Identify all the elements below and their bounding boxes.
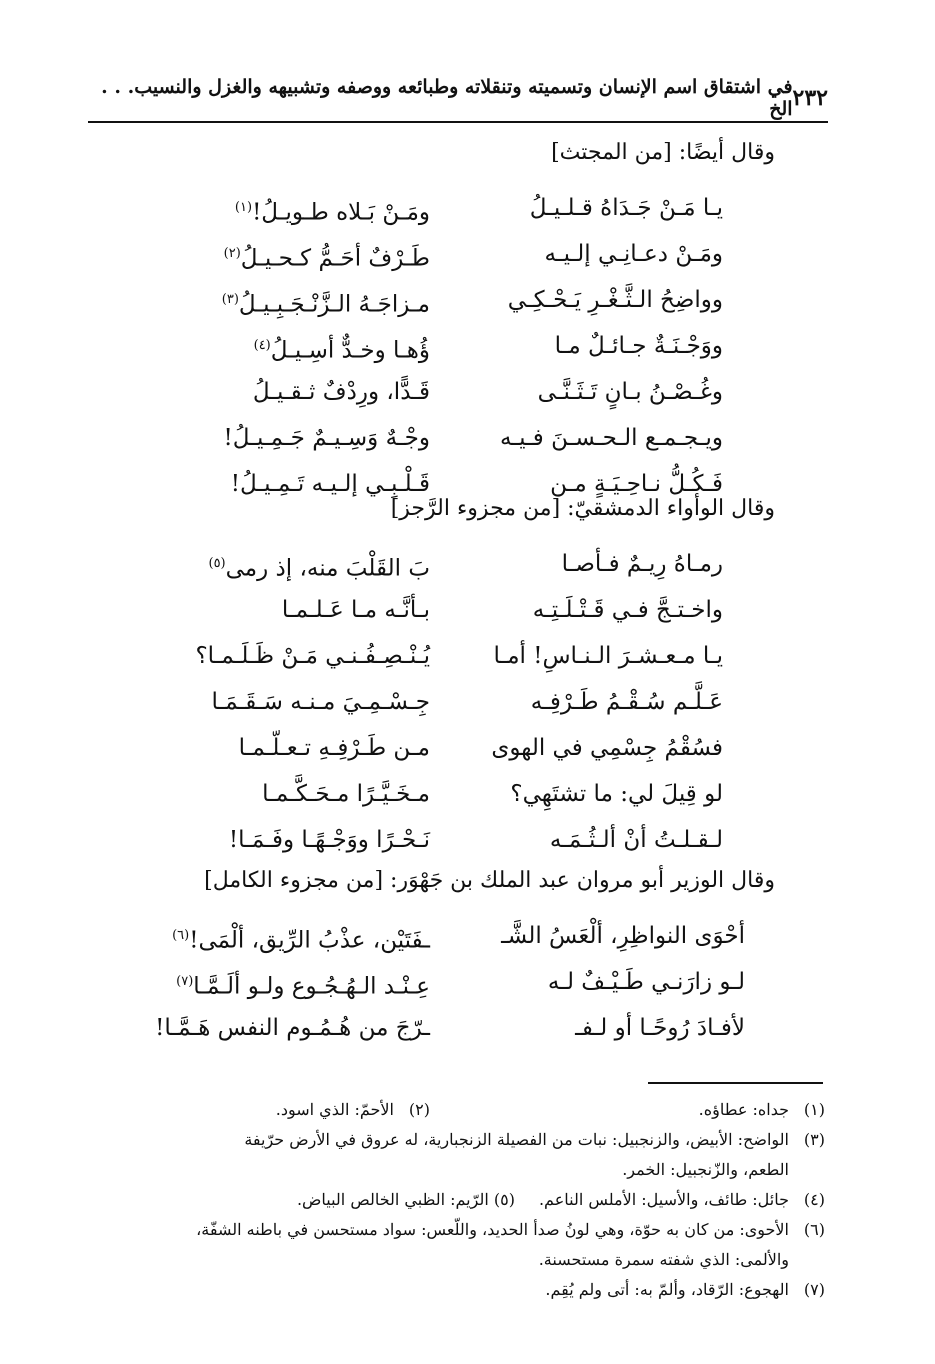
poem-intro-3: وقال الوزير أبو مروان عبد الملك بن جَهْوَر: [من مجزوء الكامل]: [204, 868, 775, 893]
poem-1: [0, 185, 935, 507]
hemistich-first: أحْوَى النواظِرِ، ألْعَسُ الشَّـ: [501, 923, 745, 949]
header-rule: [88, 121, 828, 123]
verse: [0, 369, 935, 415]
poem-intro-1: وقال أيضًا: [من المجتث]: [551, 140, 775, 165]
footnote-marker: (١): [234, 200, 253, 215]
poem-2: [0, 541, 935, 863]
page-number: ٢٣٢: [792, 85, 828, 111]
footnote-inline: (٢)الأحمّ: الذي اسود.: [275, 1100, 430, 1119]
footnote-rule: [648, 1082, 823, 1084]
hemistich-first: وواضِحُ الـثَّـغْـرِ يَـحْـكِـي: [507, 287, 723, 313]
footnote-number: (٤): [803, 1190, 825, 1209]
hemistich-second: عِـنْـد الـهُـجُـوع ولـو ألَـمَّـا$^{(٧)}$: [176, 973, 430, 1000]
footnote-marker: (٣): [221, 292, 239, 307]
verse: [0, 913, 935, 959]
hemistich-second: يُـنْـصِـفُـنـي مَـنْ ظَـلَـمـا؟: [195, 643, 430, 669]
verse: [0, 185, 935, 231]
verse: [0, 587, 935, 633]
hemistich-second: طَـرْفٌ أحَـمُّ كـحـيـلُ$^{(٢)}$: [223, 245, 430, 272]
hemistich-second: مـن طَـرْفِـهِ تـعـلّـمـا: [238, 735, 430, 761]
hemistich-first: ومَـنْ دعـانِـي إلـيـه: [544, 241, 723, 267]
hemistich-second: نَـحْـرًا ووَجْـهًـا وفَـمَـا!: [228, 827, 430, 853]
page-header: [88, 76, 828, 120]
footnote-row: [80, 1215, 825, 1245]
hemistich-first: واخـتـجَّ فـي قَـتْـلَـتِـه: [532, 597, 723, 623]
verse: [0, 817, 935, 863]
hemistich-first: لـقـلـتُ أنْ ألـثُـمَـه: [549, 827, 723, 853]
hemistich-first: عَـلَّـم سُـقْـمُ طَـرْفِـه: [530, 689, 723, 715]
verse: [0, 679, 935, 725]
footnote-number: (١): [803, 1100, 825, 1119]
footnote-continuation: الطعم، والزّنجبيل: الخمر.: [622, 1160, 789, 1179]
footnote-number: (٧): [803, 1280, 825, 1299]
hemistich-second: ؤُهـا وخـدٌّ أسِـيـلُ$^{(٤)}$: [253, 337, 430, 364]
verse: [0, 277, 935, 323]
footnote-marker: (٥): [208, 556, 226, 571]
footnote-row: [80, 1125, 825, 1155]
hemistich-first: لو قِيلَ لي: ما تشتَهِي؟: [510, 781, 723, 807]
footnote-marker: (٢): [223, 246, 241, 261]
hemistich-second: وجْـهٌ وَسِـيـمٌ جَـمِـيـلُ!: [223, 425, 430, 451]
hemistich-first: رمـاهُ رِيـمٌ فـأصـا: [561, 551, 723, 577]
footnote-number: (٣): [803, 1130, 825, 1149]
footnote-row: [80, 1095, 825, 1125]
verse: [0, 725, 935, 771]
footnotes: [80, 1095, 825, 1305]
footnote-text: جائل: طائف، والأسيل: الأملس الناعم.: [538, 1190, 789, 1209]
verse: [0, 959, 935, 1005]
verse: [0, 633, 935, 679]
hemistich-second: مـزاجَـهُ الـزَّنْـجَـبِـيـلُ$^{(٣)}$: [221, 291, 430, 318]
hemistich-second: قَـلْـبِـي إلـيـه تَـمِـيـلُ!: [230, 471, 430, 497]
verse: [0, 415, 935, 461]
hemistich-second: ـفَتَيْن، عذْبُ الرِّيق، ألْمَى!$^{(٦)}$: [172, 927, 430, 954]
hemistich-first: ووَجْـنَـةٌ جـائـلٌ مـا: [554, 333, 723, 359]
verse: [0, 1005, 935, 1051]
verse: [0, 231, 935, 277]
verse: [0, 323, 935, 369]
hemistich-second: مـخَـيَّـرًا مـحَـكَّـمـا: [262, 781, 430, 807]
hemistich-second: ـرّجَ من هُـمُـوم النفس هَـمَّـا!: [155, 1015, 430, 1041]
footnote-text: جداه: عطاؤه.: [698, 1100, 789, 1119]
footnote-marker: (٧): [176, 974, 194, 989]
hemistich-second: بَ القَلْبَ منه، إذ رمى$^{(٥)}$: [208, 555, 430, 582]
running-title: في اشتقاق اسم الإنسان وتسميته وتنقلاته وطبائعه ووصفه وتشبيهه والغزل والنسيب. . . الخ: [101, 76, 793, 120]
hemistich-second: جِـسْـمِـيَ مـنـه سَـقَـمَـا: [211, 689, 430, 715]
footnote-text: الهجوع: الرّقاد، وألمّ به: أتى ولم يُقِم.: [545, 1280, 789, 1299]
hemistich-second: قَـدًّا، ورِدْفٌ ثـقـيـلُ: [252, 379, 430, 405]
footnote-marker: (٤): [253, 338, 271, 353]
hemistich-first: فسُقْمُ جِسْمِي في الهوى: [491, 735, 723, 761]
verse: [0, 771, 935, 817]
verse: [0, 541, 935, 587]
footnote-continuation: والألمى: الذي شفته سمرة مستحسنة.: [538, 1250, 789, 1269]
hemistich-first: ويـجـمـع الـحـسـنَ فـيـه: [500, 425, 723, 451]
footnote-text: الواضح: الأبيض، والزنجبيل: نبات من الفصيلة الزنجبارية، له عروق في الأرض حرّيفة: [244, 1130, 789, 1149]
hemistich-first: لـو زارَنـي طَـيْـفٌ لـه: [547, 969, 745, 995]
footnote-number: (٦): [803, 1220, 825, 1239]
footnote-row: [80, 1275, 825, 1305]
footnote-inline: (٥) الرّيم: الظبي الخالص البياض.: [296, 1190, 515, 1209]
poem-3: [0, 913, 935, 1051]
poem-intro-2: وقال الوأواء الدمشقيّ: [من مجزوء الرَّجز]: [390, 496, 775, 521]
hemistich-second: ومَـنْ بَـلاه طـويـلُ!$^{(١)}$: [234, 199, 430, 226]
footnote-marker: (٦): [172, 928, 190, 943]
hemistich-second: بـأنَّـه مـا عَـلـمـا: [281, 597, 430, 623]
hemistich-first: فَـكُـلُّ نـاحِـيَـةٍ مـن: [550, 471, 723, 497]
hemistich-first: لأفـادَ رُوحًـا أو لـفـ: [575, 1015, 745, 1041]
hemistich-first: وغُـصْـنُ بـانٍ تَـثَـنَّـى: [537, 379, 723, 405]
hemistich-first: يـا مَـنْ جَـدَاهُ قـلـيـلُ: [529, 195, 723, 221]
footnote-text: الأحوى: من كان به حوّة، وهي لونُ صدأ الحديد، واللّعس: سواد مستحسن في باطنه الشفّة،: [196, 1220, 789, 1239]
footnote-row: [80, 1185, 825, 1215]
hemistich-first: يـا مـعـشـرَ الـنـاسِ! أمـا: [493, 643, 723, 669]
